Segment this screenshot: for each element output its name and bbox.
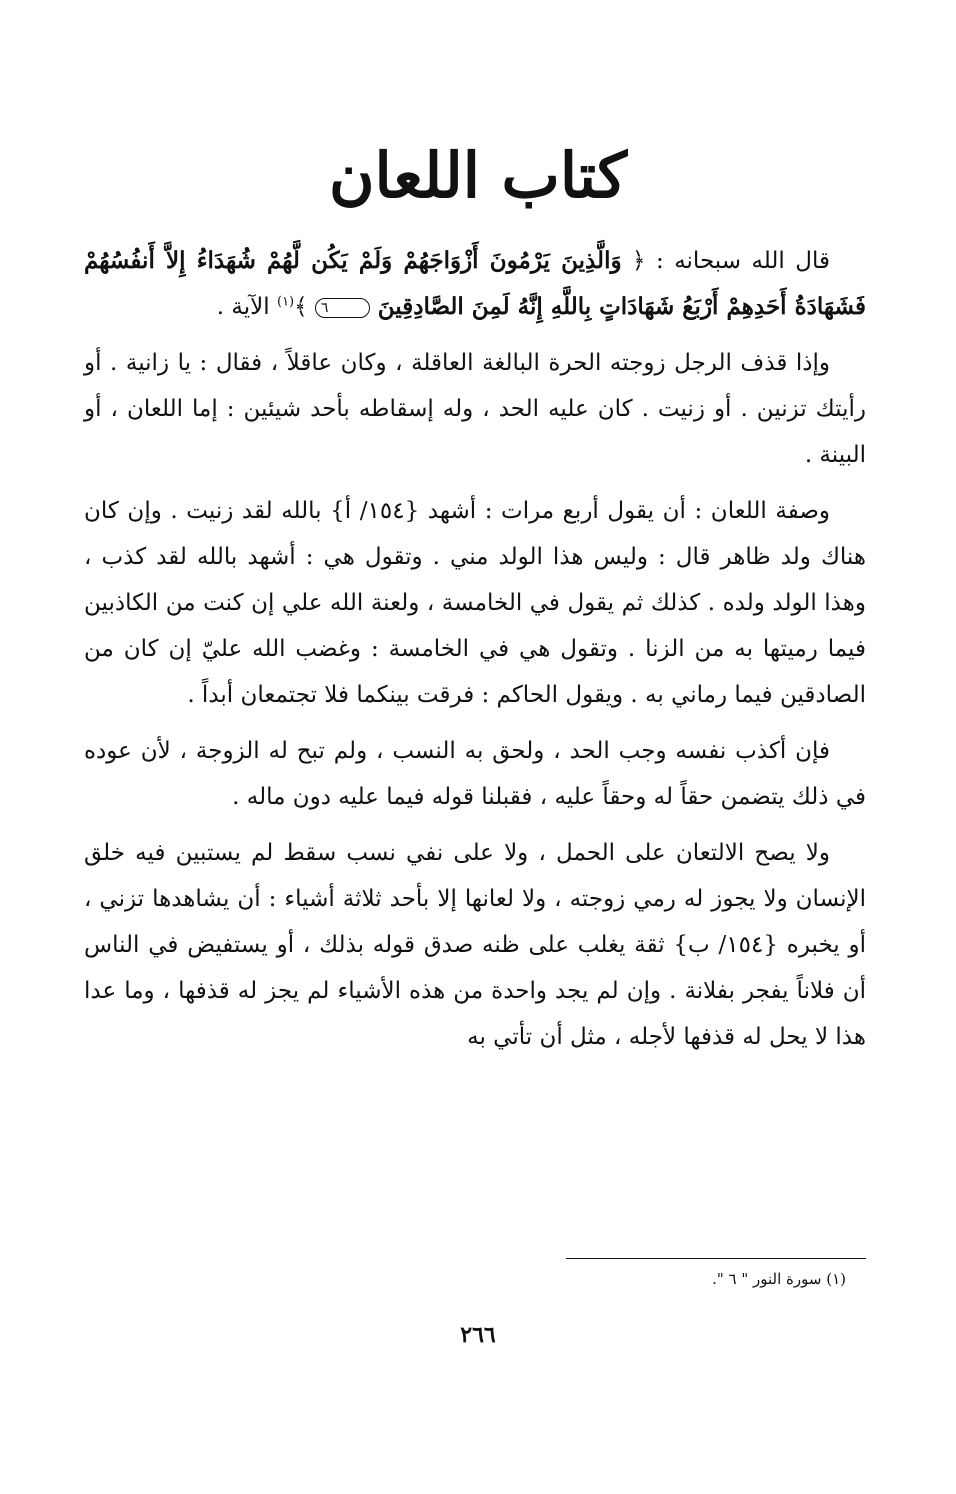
page-body (84, 238, 866, 1070)
paragraph-retraction: فإن أكذب نفسه وجب الحد ، ولحق به النسب ، ولم تبح له الزوجة ، لأن عوده في ذلك يتضمن حقاً له وحقاً عليه ، فقبلنا قوله فيما عليه دون ماله . (84, 738, 866, 810)
footnote-reference: (١) (276, 294, 295, 310)
paragraph-conditions: ولا يصح الالتعان على الحمل ، ولا على نفي نسب سقط لم يستبين فيه خلق الإنسان ولا يجوز له رمي زوجته ، ولا لعانها إلا بأحد ثلاثة أشياء : أن يشاهدها تزني ، أو يخبره {١٥٤/ ب} ثقة يغلب على ظنه صدق قوله بذلك ، أو يستفيض في الناس أن فلاناً يفجر بفلانة . وإن لم يجد واحدة من هذه الأشياء لم يجز له قذفها ، وما عدا هذا لا يحل له قذفها لأجله ، مثل أن تأتي به (84, 840, 866, 1050)
page-number: ٢٦٦ (460, 1322, 496, 1348)
verse-intro: قال الله سبحانه : (655, 248, 830, 274)
paragraph-lian-description: وصفة اللعان : أن يقول أربع مرات : أشهد {١٥٤/ أ} بالله لقد زنيت . وإن كان هناك ولد ظاهر قال : وليس هذا الولد مني . وتقول هي : أشهد بالله لقد كذب ، وهذا الولد ولده . كذلك ثم يقول في الخامسة ، ولعنة الله علي إن كنت من الكاذبين فيما رميتها به من الزنا . وتقول هي في الخامسة : وغضب الله عليّ إن كان من الصادقين فيما رماني به . ويقول الحاكم : فرقت بينكما فلا تجتمعان أبداً . (84, 498, 866, 708)
chapter-title: كتاب اللعان (328, 139, 628, 212)
ayah-number-marker: ٦ (315, 298, 371, 318)
ayah-close-bracket: ﴾ (294, 294, 308, 320)
paragraph-qadhf: وإذا قذف الرجل زوجته الحرة البالغة العاقلة ، وكان عاقلاً ، فقال : يا زانية . أو رأيتك تزنين . أو زنيت . كان عليه الحد ، وله إسقاطه بأحد شيئين : إما اللعان ، أو البينة . (84, 350, 866, 468)
quran-verse: وَالَّذِينَ يَرْمُونَ أَزْوَاجَهُمْ وَلَمْ يَكُن لَّهُمْ شُهَدَاءُ إِلاَّ أَنفُسُهُمْ فَشَهَادَةُ أَحَدِهِمْ أَرْبَعُ شَهَادَاتٍ بِاللَّهِ إِنَّهُ لَمِنَ الصَّادِقِينَ (84, 247, 866, 320)
footnote-divider (566, 1258, 866, 1259)
verse-tail: الآية . (216, 294, 270, 320)
paragraph-quran-verse (84, 238, 866, 330)
footnote: (١) سورة النور " ٦ ". (712, 1270, 846, 1288)
ayah-open-bracket: ﴿ (632, 248, 646, 274)
